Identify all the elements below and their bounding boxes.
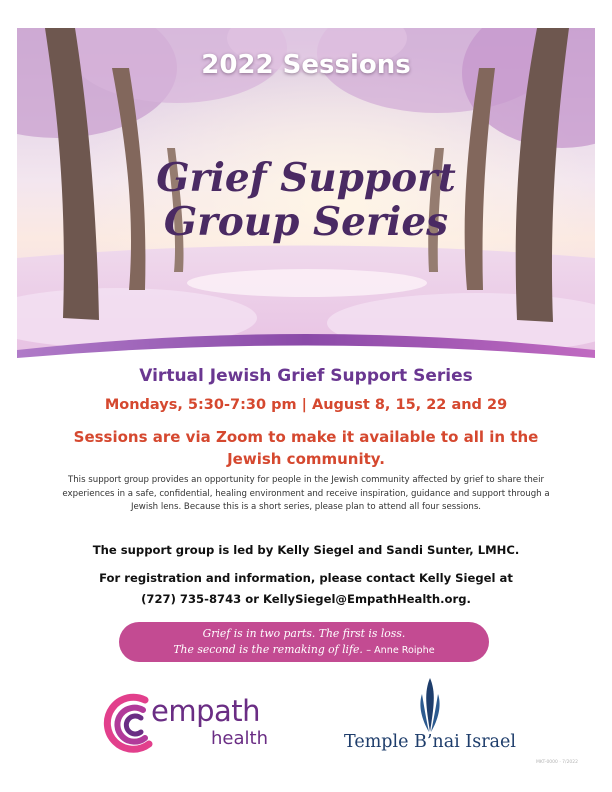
contact-line-1: For registration and information, please contact Kelly Siegel at bbox=[99, 571, 513, 585]
empath-swirl-icon bbox=[99, 688, 159, 760]
empath-health-logo bbox=[99, 688, 289, 760]
hero-banner bbox=[17, 28, 595, 368]
empath-wordmark: empath bbox=[151, 694, 261, 728]
quote-line-1: Grief is in two parts. The first is loss. bbox=[202, 627, 406, 640]
page-title-line-2: Group Series bbox=[163, 199, 449, 245]
schedule-line: Mondays, 5:30-7:30 pm | August 8, 15, 22 and 29 bbox=[104, 397, 508, 413]
hero-title: 2022 Sessions bbox=[201, 50, 411, 80]
series-subtitle: Virtual Jewish Grief Support Series bbox=[139, 366, 473, 386]
group-leaders: The support group is led by Kelly Siegel and Sandi Sunter, LMHC. bbox=[92, 543, 520, 557]
temple-name: Temple B’nai Israel bbox=[344, 732, 516, 752]
temple-bnai-israel-logo bbox=[330, 676, 530, 760]
page-title-line-1: Grief Support bbox=[156, 155, 456, 201]
description-paragraph: This support group provides an opportunity for people in the Jewish community affected by grief to share their experiences in a safe, confidential, healing environment and receive inspiration, guidance and support through a Jewish lens. Because this is a short series, please plan to attend all four sessions. bbox=[62, 475, 550, 512]
flame-icon bbox=[416, 676, 444, 734]
document-code: MKT-0000 · 7/2022 bbox=[536, 760, 579, 765]
quote-author: – Anne Roiphe bbox=[366, 645, 435, 656]
contact-line-2: (727) 735-8743 or KellySiegel@EmpathHealth.org. bbox=[141, 592, 471, 606]
quote-line-2 bbox=[119, 642, 489, 659]
quote-banner bbox=[119, 622, 489, 662]
empath-health-wordmark: health bbox=[211, 728, 268, 749]
zoom-note: Sessions are via Zoom to make it available to all in the Jewish community. bbox=[73, 428, 539, 468]
page-title bbox=[17, 156, 595, 244]
quote-text: The second is the remaking of life. bbox=[173, 643, 363, 656]
contact-info bbox=[90, 568, 522, 610]
